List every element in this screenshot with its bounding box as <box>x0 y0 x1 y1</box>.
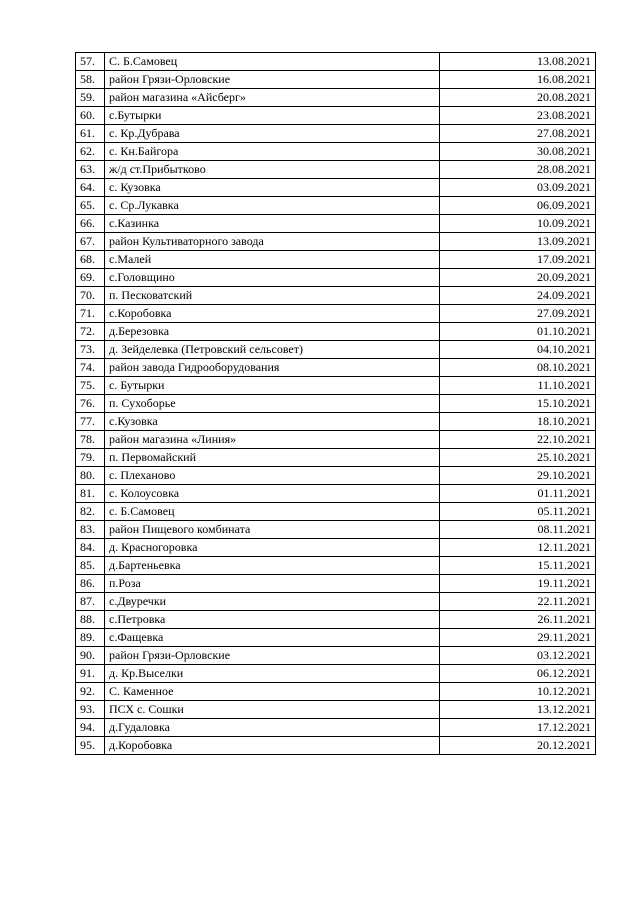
row-place: с.Казинка <box>105 215 440 233</box>
row-number: 89. <box>76 629 105 647</box>
row-date: 13.08.2021 <box>440 53 596 71</box>
row-place: п. Сухоборье <box>105 395 440 413</box>
row-date: 26.11.2021 <box>440 611 596 629</box>
row-place: с.Фащевка <box>105 629 440 647</box>
row-place: с.Петровка <box>105 611 440 629</box>
table-row <box>76 449 596 467</box>
row-place: п. Первомайский <box>105 449 440 467</box>
table-row <box>76 575 596 593</box>
row-place: д. Зейделевка (Петровский сельсовет) <box>105 341 440 359</box>
row-place: ж/д ст.Прибытково <box>105 161 440 179</box>
table-row <box>76 557 596 575</box>
row-number: 81. <box>76 485 105 503</box>
row-place: район Грязи-Орловские <box>105 71 440 89</box>
table-row <box>76 485 596 503</box>
row-place: с. Бутырки <box>105 377 440 395</box>
table-row <box>76 251 596 269</box>
row-number: 59. <box>76 89 105 107</box>
row-number: 90. <box>76 647 105 665</box>
row-place: д. Красногоровка <box>105 539 440 557</box>
table-row <box>76 665 596 683</box>
table-row <box>76 305 596 323</box>
row-place: п.Роза <box>105 575 440 593</box>
row-date: 18.10.2021 <box>440 413 596 431</box>
row-date: 27.09.2021 <box>440 305 596 323</box>
row-number: 61. <box>76 125 105 143</box>
row-date: 17.09.2021 <box>440 251 596 269</box>
table-row <box>76 593 596 611</box>
row-date: 01.11.2021 <box>440 485 596 503</box>
row-place: с. Колоусовка <box>105 485 440 503</box>
row-date: 10.12.2021 <box>440 683 596 701</box>
row-place: с. Кн.Байгора <box>105 143 440 161</box>
row-date: 30.08.2021 <box>440 143 596 161</box>
row-number: 82. <box>76 503 105 521</box>
row-place: д.Бартеньевка <box>105 557 440 575</box>
row-number: 76. <box>76 395 105 413</box>
row-number: 88. <box>76 611 105 629</box>
row-place: С. Б.Самовец <box>105 53 440 71</box>
table-row <box>76 107 596 125</box>
row-place: С. Каменное <box>105 683 440 701</box>
table-row <box>76 467 596 485</box>
row-place: д.Березовка <box>105 323 440 341</box>
row-number: 67. <box>76 233 105 251</box>
row-place: с.Кузовка <box>105 413 440 431</box>
row-place: с.Двуречки <box>105 593 440 611</box>
row-place: п. Песковатский <box>105 287 440 305</box>
table-row <box>76 395 596 413</box>
table-row <box>76 431 596 449</box>
row-number: 95. <box>76 737 105 755</box>
table-row <box>76 701 596 719</box>
table-row <box>76 503 596 521</box>
row-date: 05.11.2021 <box>440 503 596 521</box>
table-row <box>76 611 596 629</box>
table-row <box>76 179 596 197</box>
row-place: с.Бутырки <box>105 107 440 125</box>
row-date: 03.09.2021 <box>440 179 596 197</box>
row-number: 64. <box>76 179 105 197</box>
row-number: 78. <box>76 431 105 449</box>
row-number: 58. <box>76 71 105 89</box>
table-row <box>76 233 596 251</box>
row-number: 62. <box>76 143 105 161</box>
row-date: 22.10.2021 <box>440 431 596 449</box>
row-date: 23.08.2021 <box>440 107 596 125</box>
row-number: 57. <box>76 53 105 71</box>
row-date: 15.11.2021 <box>440 557 596 575</box>
row-date: 13.09.2021 <box>440 233 596 251</box>
table-row <box>76 269 596 287</box>
row-number: 84. <box>76 539 105 557</box>
row-number: 63. <box>76 161 105 179</box>
row-date: 22.11.2021 <box>440 593 596 611</box>
table-row <box>76 143 596 161</box>
row-date: 29.11.2021 <box>440 629 596 647</box>
table-row <box>76 53 596 71</box>
row-date: 13.12.2021 <box>440 701 596 719</box>
row-date: 04.10.2021 <box>440 341 596 359</box>
row-place: с. Кр.Дубрава <box>105 125 440 143</box>
table-row <box>76 539 596 557</box>
row-date: 11.10.2021 <box>440 377 596 395</box>
row-number: 91. <box>76 665 105 683</box>
row-place: район магазина «Айсберг» <box>105 89 440 107</box>
table-row <box>76 521 596 539</box>
table-row <box>76 89 596 107</box>
schedule-table-body <box>76 53 596 755</box>
row-number: 83. <box>76 521 105 539</box>
row-place: район Пищевого комбината <box>105 521 440 539</box>
row-number: 75. <box>76 377 105 395</box>
table-row <box>76 341 596 359</box>
row-number: 92. <box>76 683 105 701</box>
row-place: район Грязи-Орловские <box>105 647 440 665</box>
table-row <box>76 719 596 737</box>
table-row <box>76 71 596 89</box>
row-place: с. Б.Самовец <box>105 503 440 521</box>
row-number: 68. <box>76 251 105 269</box>
row-place: с. Ср.Лукавка <box>105 197 440 215</box>
table-row <box>76 215 596 233</box>
row-number: 66. <box>76 215 105 233</box>
row-place: район Культиваторного завода <box>105 233 440 251</box>
row-date: 20.08.2021 <box>440 89 596 107</box>
table-row <box>76 359 596 377</box>
row-date: 27.08.2021 <box>440 125 596 143</box>
row-place: с.Головщино <box>105 269 440 287</box>
table-row <box>76 197 596 215</box>
row-number: 93. <box>76 701 105 719</box>
row-date: 29.10.2021 <box>440 467 596 485</box>
row-place: с.Малей <box>105 251 440 269</box>
table-row <box>76 737 596 755</box>
row-number: 74. <box>76 359 105 377</box>
row-number: 85. <box>76 557 105 575</box>
row-place: ПСХ с. Сошки <box>105 701 440 719</box>
row-number: 86. <box>76 575 105 593</box>
table-row <box>76 377 596 395</box>
row-number: 69. <box>76 269 105 287</box>
row-date: 28.08.2021 <box>440 161 596 179</box>
table-row <box>76 647 596 665</box>
row-date: 20.09.2021 <box>440 269 596 287</box>
row-number: 71. <box>76 305 105 323</box>
row-number: 94. <box>76 719 105 737</box>
row-number: 70. <box>76 287 105 305</box>
row-place: с. Кузовка <box>105 179 440 197</box>
row-date: 24.09.2021 <box>440 287 596 305</box>
row-date: 15.10.2021 <box>440 395 596 413</box>
row-place: д. Кр.Выселки <box>105 665 440 683</box>
row-place: с. Плеханово <box>105 467 440 485</box>
row-date: 03.12.2021 <box>440 647 596 665</box>
row-number: 77. <box>76 413 105 431</box>
row-number: 73. <box>76 341 105 359</box>
row-date: 01.10.2021 <box>440 323 596 341</box>
row-date: 06.09.2021 <box>440 197 596 215</box>
row-number: 60. <box>76 107 105 125</box>
row-date: 10.09.2021 <box>440 215 596 233</box>
row-date: 16.08.2021 <box>440 71 596 89</box>
row-number: 80. <box>76 467 105 485</box>
row-date: 12.11.2021 <box>440 539 596 557</box>
row-number: 72. <box>76 323 105 341</box>
row-date: 20.12.2021 <box>440 737 596 755</box>
row-place: д.Коробовка <box>105 737 440 755</box>
row-place: д.Гудаловка <box>105 719 440 737</box>
row-date: 06.12.2021 <box>440 665 596 683</box>
row-number: 65. <box>76 197 105 215</box>
row-date: 25.10.2021 <box>440 449 596 467</box>
table-row <box>76 161 596 179</box>
table-row <box>76 629 596 647</box>
row-number: 87. <box>76 593 105 611</box>
row-date: 19.11.2021 <box>440 575 596 593</box>
row-number: 79. <box>76 449 105 467</box>
row-date: 17.12.2021 <box>440 719 596 737</box>
row-place: район магазина «Линия» <box>105 431 440 449</box>
table-row <box>76 125 596 143</box>
schedule-table <box>75 52 596 755</box>
table-row <box>76 323 596 341</box>
row-place: район завода Гидрооборудования <box>105 359 440 377</box>
row-date: 08.11.2021 <box>440 521 596 539</box>
table-row <box>76 413 596 431</box>
table-row <box>76 683 596 701</box>
row-date: 08.10.2021 <box>440 359 596 377</box>
table-row <box>76 287 596 305</box>
row-place: с.Коробовка <box>105 305 440 323</box>
